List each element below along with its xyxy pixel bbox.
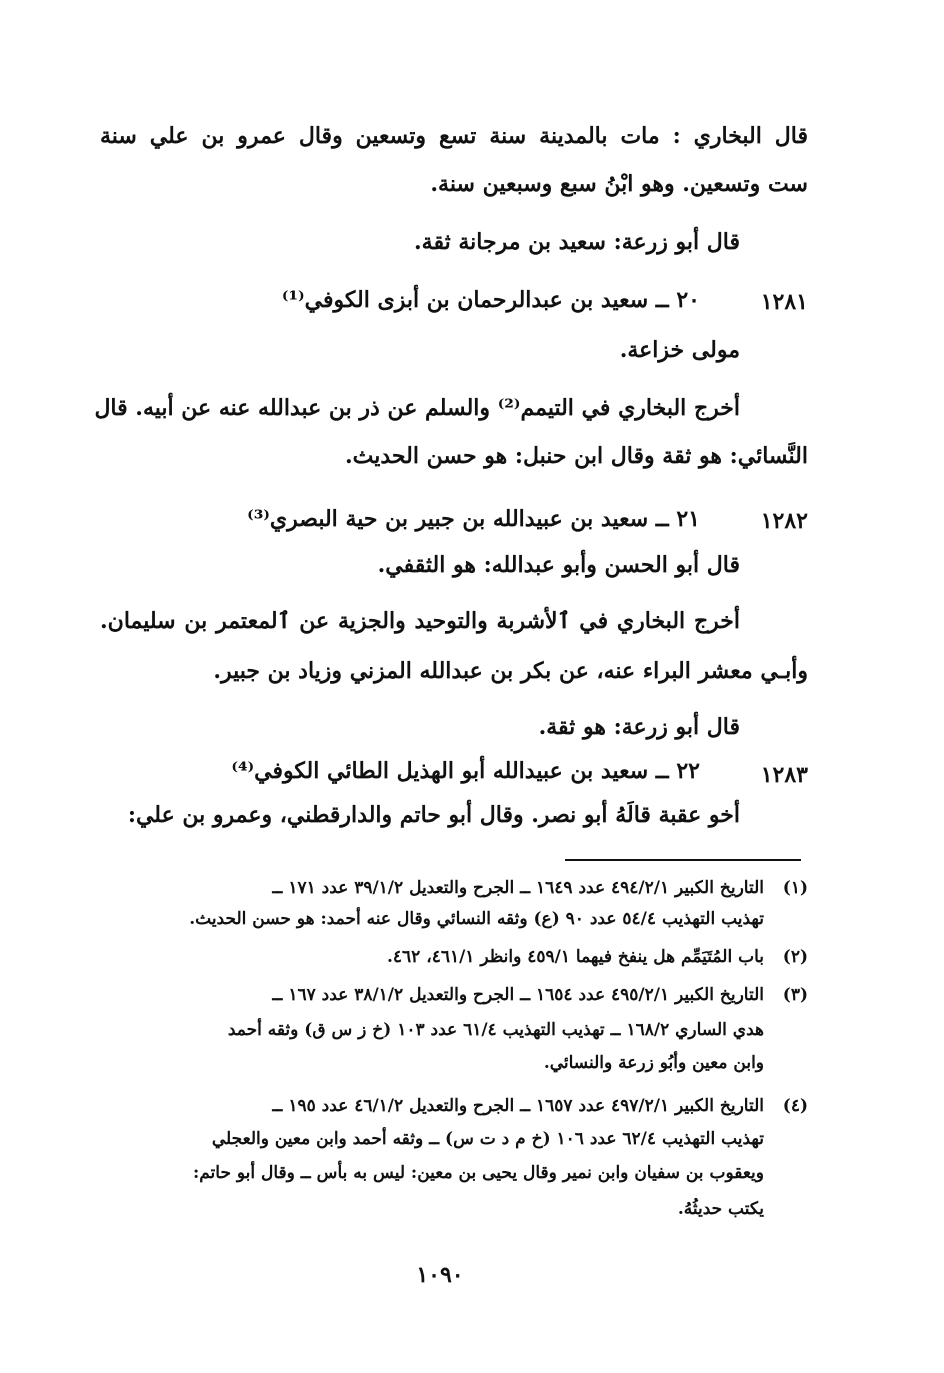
paragraph-line: ست وتسعين. وهو ابْنُ سبع وسبعين سنة. (430, 171, 808, 197)
entry-title: ٢٢ ــ سعيد بن عبيدالله أبو الهذيل الطائي الكوفي⁽⁴⁾ (231, 758, 700, 784)
entry-number: ١٢٨٢ (760, 508, 808, 534)
entry-title: ٢٠ ــ سعيد بن عبدالرحمان بن أبزى الكوفي⁽¹⁾ (281, 287, 700, 313)
paragraph-line: قال أبو زرعة: سعيد بن مرجانة ثقة. (413, 229, 740, 255)
footnote-line: وابن معين وأبُو زرعة والنسائي. (543, 1053, 764, 1073)
paragraph-line: قال أبو زرعة: هو ثقة. (538, 714, 740, 740)
footnote-line: باب المُتَيَمِّم هل ينفخ فيهما ٤٥٩/١ وانظر ٤٦١/١، ٤٦٢. (386, 947, 764, 967)
footnote-line: التاريخ الكبير ٤٩٥/٢/١ عدد ١٦٥٤ ــ الجرح والتعديل ٣٨/١/٢ عدد ١٦٧ ــ (272, 985, 764, 1005)
paragraph-line: أخرج البخاري في ٱلأشربة والتوحيد والجزية عن ٱلمعتمر بن سليمان. (100, 608, 740, 634)
footnote-marker: (٤) (782, 1096, 808, 1116)
footnote-divider (565, 859, 801, 861)
footnote-line: تهذيب التهذيب ٦٢/٤ عدد ١٠٦ (خ م د ت س) ــ وثقه أحمد وابن معين والعجلي (211, 1129, 764, 1149)
paragraph-line: وأبـي معشر البراء عنه، عن بكر بن عبدالله المزني وزياد بن جبير. (213, 658, 808, 684)
footnote-line: تهذيب التهذيب ٥٤/٤ عدد ٩٠ (ع) وثقه النسائي وقال عنه أحمد: هو حسن الحديث. (189, 909, 764, 929)
entry-subtitle: مولى خزاعة. (619, 337, 740, 363)
paragraph-line: أخرج البخاري في التيمم⁽²⁾ والسلم عن ذر بن عبدالله عنه عن أبيه. قال (94, 395, 740, 421)
footnote-marker: (٢) (782, 947, 808, 967)
entry-title: ٢١ ــ سعيد بن عبيدالله بن جبير بن حية البصري⁽³⁾ (247, 506, 700, 532)
footnote-line: التاريخ الكبير ٤٩٤/٢/١ عدد ١٦٤٩ ــ الجرح والتعديل ٣٩/١/٢ عدد ١٧١ ــ (272, 878, 764, 898)
footnote-line: هدي الساري ١٦٨/٢ ــ تهذيب التهذيب ٦١/٤ عدد ١٠٣ (خ ز س ق) وثقه أحمد (227, 1020, 764, 1040)
footnote-marker: (١) (782, 878, 808, 898)
footnote-line: يكتب حديثُهُ. (677, 1199, 764, 1219)
footnote-line: التاريخ الكبير ٤٩٧/٢/١ عدد ١٦٥٧ ــ الجرح والتعديل ٤٦/١/٢ عدد ١٩٥ ــ (272, 1096, 764, 1116)
paragraph-line: النَّسائي: هو ثقة وقال ابن حنبل: هو حسن الحديث. (344, 443, 808, 469)
footnote-marker: (٣) (782, 985, 808, 1005)
paragraph-line: قال البخاري : مات بالمدينة سنة تسع وتسعين وقال عمرو بن علي سنة (100, 123, 808, 149)
page-number: ١٠٩٠ (416, 1262, 464, 1288)
footnote-line: ويعقوب بن سفيان وابن نمير وقال يحيى بن معين: ليس به بأس ــ وقال أبو حاتم: (192, 1163, 764, 1183)
entry-number: ١٢٨٣ (760, 762, 808, 788)
entry-subtitle: قال أبو الحسن وأبو عبدالله: هو الثقفي. (377, 552, 740, 578)
paragraph-line: أخو عقبة قالَهُ أبو نصر. وقال أبو حاتم والدارقطني، وعمرو بن علي: (127, 802, 740, 828)
entry-number: ١٢٨١ (760, 289, 808, 315)
